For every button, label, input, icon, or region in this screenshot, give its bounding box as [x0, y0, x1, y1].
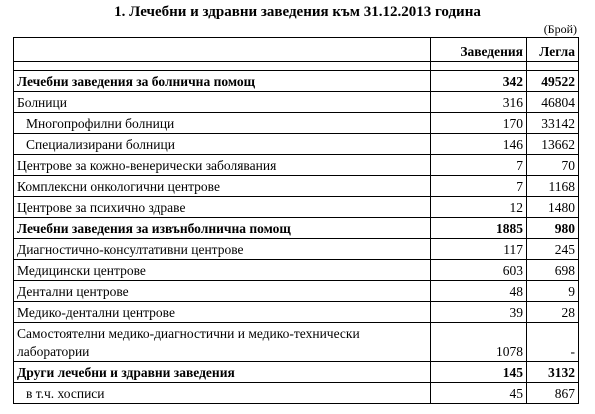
row-beds: 33142 [527, 113, 579, 134]
row-name: Лечебни заведения за болнична помощ [14, 71, 431, 92]
row-name: в т.ч. хосписи [14, 383, 431, 404]
row-beds: 867 [527, 383, 579, 404]
row-beds: - [527, 323, 579, 362]
table-row [14, 302, 579, 323]
page-title: 1. Лечебни и здравни заведения към 31.12.2013 година [114, 4, 481, 20]
row-name: Центрове за кожно-венерически заболявания [14, 155, 431, 176]
row-institutions: 7 [431, 155, 527, 176]
row-institutions: 342 [431, 71, 527, 92]
row-beds: 980 [527, 218, 579, 239]
row-name: Центрове за психично здраве [14, 197, 431, 218]
table-row-section [14, 71, 579, 92]
row-institutions: 1078 [431, 323, 527, 362]
spacer-cell [527, 62, 579, 71]
row-beds: 245 [527, 239, 579, 260]
row-beds: 28 [527, 302, 579, 323]
table-row [14, 134, 579, 155]
table-header-row [14, 38, 579, 62]
row-beds: 13662 [527, 134, 579, 155]
column-header-institutions: Заведения [431, 38, 527, 62]
row-beds: 46804 [527, 92, 579, 113]
row-name: Лечебни заведения за извънболнична помощ [14, 218, 431, 239]
row-name: Комплексни онкологични центрове [14, 176, 431, 197]
row-institutions: 39 [431, 302, 527, 323]
row-beds: 9 [527, 281, 579, 302]
table-row [14, 281, 579, 302]
row-institutions: 146 [431, 134, 527, 155]
spacer-cell [14, 62, 431, 71]
row-institutions: 1885 [431, 218, 527, 239]
unit-label: (Брой) [543, 22, 577, 36]
row-beds: 698 [527, 260, 579, 281]
row-beds: 49522 [527, 71, 579, 92]
table-row [14, 113, 579, 134]
row-name: Многопрофилни болници [14, 113, 431, 134]
spacer-cell [431, 62, 527, 71]
column-header-beds: Легла [527, 38, 579, 62]
table-spacer-row [14, 62, 579, 71]
row-institutions: 170 [431, 113, 527, 134]
column-header-name [14, 38, 431, 62]
health-facilities-table [13, 37, 579, 404]
row-name: Медико-дентални центрове [14, 302, 431, 323]
row-name: Медицински центрове [14, 260, 431, 281]
row-name: Други лечебни и здравни заведения [14, 362, 431, 383]
table-row-section [14, 218, 579, 239]
row-institutions: 117 [431, 239, 527, 260]
row-institutions: 316 [431, 92, 527, 113]
table-row [14, 323, 579, 362]
row-name: Самостоятелни медико-диагностични и медико-технически лаборатории [14, 323, 431, 362]
row-beds: 1480 [527, 197, 579, 218]
row-beds: 3132 [527, 362, 579, 383]
table-row [14, 155, 579, 176]
row-institutions: 12 [431, 197, 527, 218]
row-name: Дентални центрове [14, 281, 431, 302]
table-row [14, 383, 579, 404]
row-beds: 70 [527, 155, 579, 176]
row-beds: 1168 [527, 176, 579, 197]
row-institutions: 45 [431, 383, 527, 404]
row-institutions: 145 [431, 362, 527, 383]
row-name: Болници [14, 92, 431, 113]
row-name: Диагностично-консултативни центрове [14, 239, 431, 260]
table-row [14, 92, 579, 113]
table-row [14, 176, 579, 197]
row-institutions: 603 [431, 260, 527, 281]
table-row [14, 260, 579, 281]
table-row [14, 197, 579, 218]
row-name: Специализирани болници [14, 134, 431, 155]
table-row [14, 239, 579, 260]
row-institutions: 7 [431, 176, 527, 197]
table-row-section [14, 362, 579, 383]
row-institutions: 48 [431, 281, 527, 302]
